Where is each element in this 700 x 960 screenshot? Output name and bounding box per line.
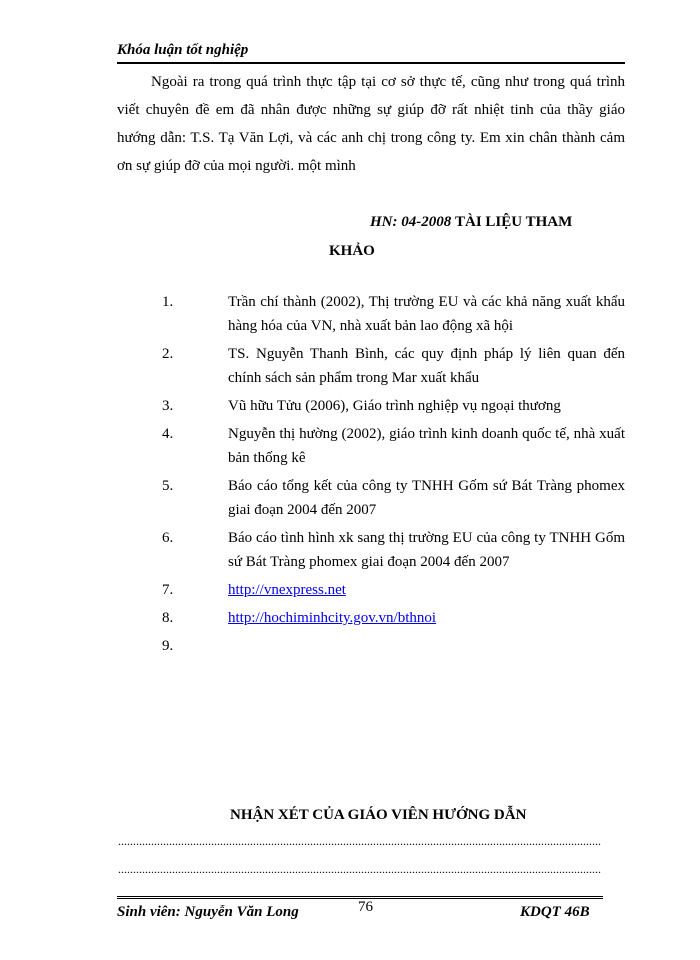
reference-number: 8. xyxy=(162,610,174,626)
reference-item xyxy=(162,526,625,574)
reference-number: 4. xyxy=(162,426,174,442)
reference-item xyxy=(162,342,625,390)
reference-item xyxy=(162,578,625,602)
reference-text xyxy=(228,634,625,658)
review-dotted-line: ................................................................................................................................................................. xyxy=(118,834,601,848)
reference-number: 5. xyxy=(162,478,174,494)
review-heading: NHẬN XÉT CỦA GIÁO VIÊN HƯỚNG DẪN xyxy=(230,807,527,823)
section-date: HN: 04-2008 xyxy=(370,214,452,230)
reference-item xyxy=(162,606,625,630)
references-title-line2: KHẢO xyxy=(329,243,375,259)
section-date-title xyxy=(370,211,572,233)
references-list xyxy=(162,290,625,658)
reference-text: TS. Nguyễn Thanh Bình, các quy định pháp lý liên quan đến chính sách sản phẩm trong Mar xuất khẩu xyxy=(228,346,625,386)
reference-item xyxy=(162,290,625,338)
footer-student-name: Sinh viên: Nguyễn Văn Long xyxy=(117,904,299,920)
intro-paragraph: Ngoài ra trong quá trình thực tập tại cơ sở thực tế, cũng như trong quá trình viết chuyên đề em đã nhân được những sự giúp đỡ rất nhiệt tinh của thầy giáo hướng dẫn: T.S. Tạ Văn Lợi, và các anh chị trong công ty. Em xin chân thành cảm ơn sự giúp đỡ của mọi người. một mình xyxy=(117,74,625,174)
reference-number: 3. xyxy=(162,398,174,414)
reference-link-hochiminhcity[interactable]: http://hochiminhcity.gov.vn/bthnoi xyxy=(228,610,437,626)
reference-number: 6. xyxy=(162,530,174,546)
reference-text: Nguyễn thị hường (2002), giáo trình kinh doanh quốc tế, nhà xuất bản thống kê xyxy=(228,426,625,466)
references-title-line1: TÀI LIỆU THAM xyxy=(455,214,573,230)
reference-item xyxy=(162,394,625,418)
footer-class-code: KDQT 46B xyxy=(520,904,590,920)
reference-text: Báo cáo tình hình xk sang thị trường EU của công ty TNHH Gốm sứ Bát Tràng phomex giai đoạn 2004 đến 2007 xyxy=(228,530,625,570)
reference-item xyxy=(162,474,625,522)
review-dotted-line: ................................................................................................................................................................. xyxy=(118,862,601,876)
page-number: 76 xyxy=(358,899,373,915)
reference-text: Báo cáo tổng kết của công ty TNHH Gốm sứ Bát Tràng phomex giai đoạn 2004 đến 2007 xyxy=(228,478,625,518)
reference-text: Vũ hữu Tửu (2006), Giáo trình nghiệp vụ ngoại thương xyxy=(228,398,561,414)
reference-number: 9. xyxy=(162,638,174,654)
reference-link-vnexpress[interactable]: http://vnexpress.net xyxy=(228,582,346,598)
reference-item xyxy=(162,422,625,470)
reference-number: 1. xyxy=(162,294,174,310)
reference-number: 7. xyxy=(162,582,174,598)
page-header: Khóa luận tốt nghiệp xyxy=(117,40,625,64)
reference-text: Trần chí thành (2002), Thị trường EU và các khả năng xuất khẩu hàng hóa của VN, nhà xuất bản lao động xã hội xyxy=(228,294,625,334)
reference-item xyxy=(162,634,625,658)
reference-number: 2. xyxy=(162,346,174,362)
